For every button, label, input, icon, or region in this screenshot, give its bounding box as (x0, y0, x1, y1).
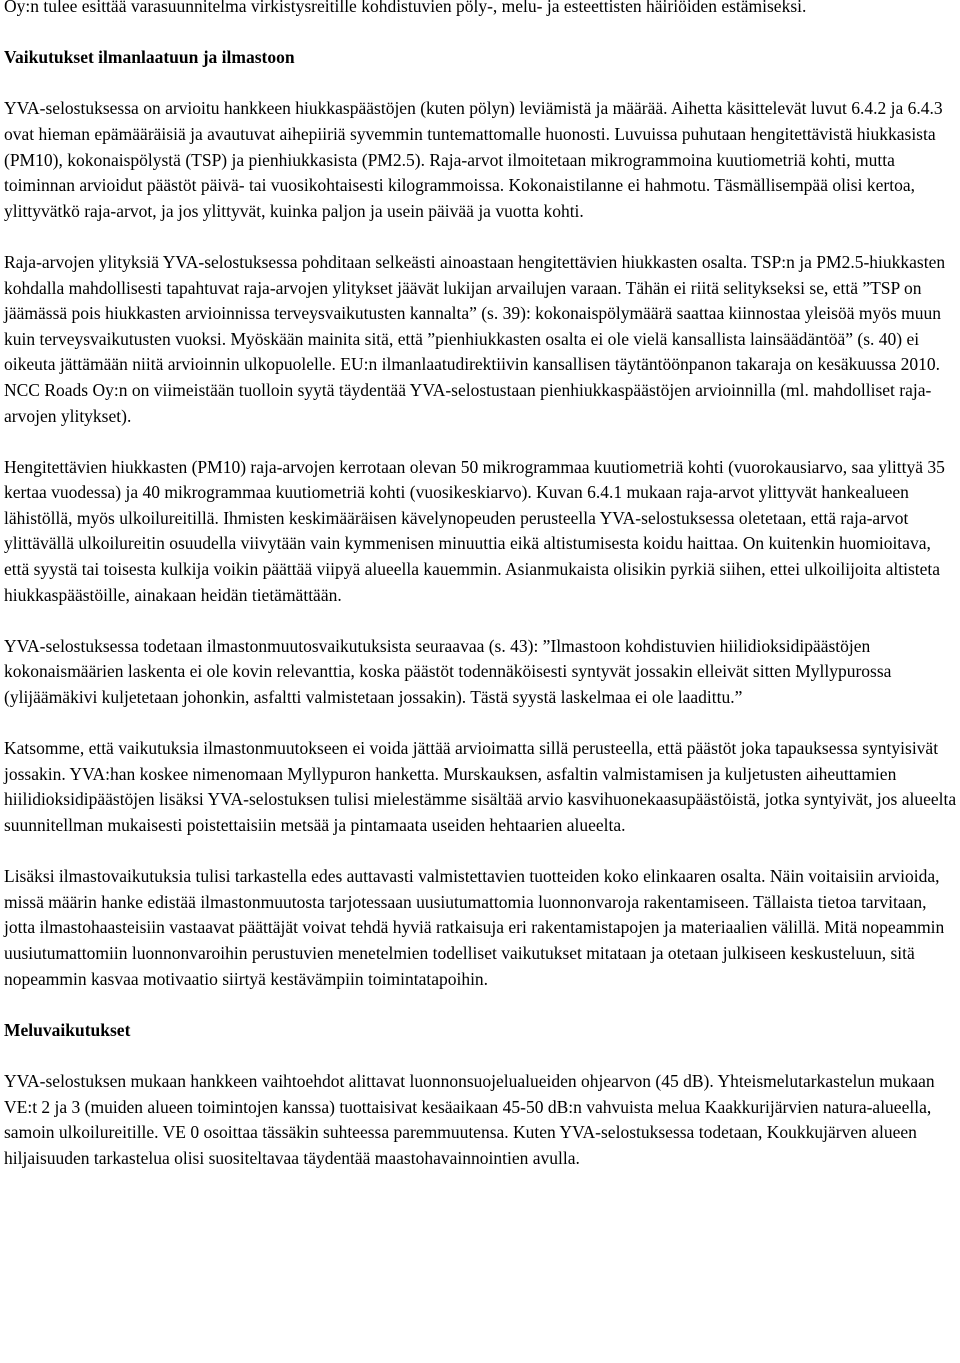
paragraph-spacer (4, 1043, 958, 1069)
paragraph-spacer (4, 20, 958, 46)
paragraph-spacer (4, 608, 958, 634)
paragraph-noise-impacts: YVA-selostuksen mukaan hankkeen vaihtoehdot alittavat luonnonsuojelualueiden ohjearvon (45 dB). Yhteismelutarkastelun mukaan VE:t 2 ja 3 (muiden alueen toimintojen kanssa) tuottaisivat kesäaikaan 45-50 dB:n vahvuista melua Kaakkurijärvien natura-alueella, samoin ulkoilureitille. VE 0 osoittaa tässäkin suhteessa paremmuutensa. Kuten YVA-selostuksessa todetaan, Koukkujärven alueen hiljaisuuden tarkastelua olisi suositeltavaa täydentää maastohavainnointien avulla. (4, 1070, 935, 1168)
section-heading-air-quality: Vaikutukset ilmanlaatuun ja ilmastoon (4, 47, 295, 68)
paragraph-climate-quote: YVA-selostuksessa todetaan ilmastonmuutosvaikutuksista seuraavaa (s. 43): ”Ilmastoon kohdistuvien hiilidioksidipäästöjen kokonaismäärien laskenta ei ole kovin relevanttia, koska päästöt todennäköisesti syntyvät jossakin elleivät sitten Myllypurossa (ylijäämäkivi kuljetetaan johonkin, asfaltti valmistetaan jossakin). Tästä syystä laskelmaa ei ole laadittu.” (4, 635, 892, 708)
paragraph-spacer (4, 839, 958, 865)
document-body (4, 0, 958, 1171)
paragraph-spacer (4, 992, 958, 1018)
paragraph-spacer (4, 71, 958, 97)
paragraph-lifecycle: Lisäksi ilmastovaikutuksia tulisi tarkastella edes auttavasti valmistettavien tuotteiden koko elinkaaren osalta. Näin voitaisiin arvioida, missä määrin hanke edistää ilmastonmuutosta tarjotessaan uusiutumattomia luonnonvaroja rakentamiseen. Tällaista tietoa tarvitaan, jotta ilmastohaasteisiin vastaavat päättäjät voivat tehdä hyviä ratkaisuja eri rakentamistapojen ja materiaalien välillä. Mitä nopeammin uusiutumattomiin luonnonvaroihin perustuvien menetelmien todelliset vaikutukset mitataan ja otetaan julkiseen keskusteluun, sitä nopeammin kasvaa motivaatio siirtyä kestävämpiin toimintatapoihin. (4, 866, 945, 989)
section-heading-noise: Meluvaikutukset (4, 1019, 131, 1040)
paragraph-pm10-limits: Hengitettävien hiukkasten (PM10) raja-arvojen kerrotaan olevan 50 mikrogrammaa kuutiometriä kohti (vuorokausiarvo, saa ylittyä 35 kertaa vuodessa) ja 40 mikrogrammaa kuutiometriä kohti (vuosikeskiarvo). Kuvan 6.4.1 mukaan raja-arvot ylittyvät hankealueen lähistöllä, myös ulkoilureitillä. Ihmisten keskimääräisen kävelynopeuden perusteella YVA-selostuksessa oletetaan, että raja-arvot ylittävällä ulkoilureitin osuudella viivytään vain kymmenisen minuuttia eikä altistumisesta koidu haittaa. On kuitenkin huomioitava, että syystä tai toisesta kulkija voikin päättää viipyä alueella kauemmin. Asianmukaista olisikin pyrkiä siihen, ettei ulkoilijoita altisteta hiukkaspäästöille, ainakaan heidän tietämättään. (4, 456, 945, 605)
paragraph-spacer (4, 429, 958, 455)
paragraph-intro: Oy:n tulee esittää varasuunnitelma virkistysreitille kohdistuvien pöly-, melu- ja esteettisten häiriöiden estämiseksi. (4, 0, 807, 16)
paragraph-spacer (4, 224, 958, 250)
paragraph-climate-opinion: Katsomme, että vaikutuksia ilmastonmuutokseen ei voida jättää arvioimatta sillä perusteella, että päästöt joka tapauksessa syntyisivät jossakin. YVA:han koskee nimenomaan Myllypuron hanketta. Murskauksen, asfaltin valmistamisen ja kuljetusten aiheuttamien hiilidioksidipäästöjen lisäksi YVA-selostuksen tulisi mielestämme sisältää arvio kasvihuonekaasupäästöistä, jotka syntyivät, jos alueelta suunnitellman mukaisesti poistettaisiin metsää ja pintamaata useiden hehtaarien alueelta. (4, 738, 957, 835)
paragraph-particle-emissions: YVA-selostuksessa on arvioitu hankkeen hiukkaspäästöjen (kuten pölyn) leviämistä ja määrää. Aihetta käsittelevät luvut 6.4.2 ja 6.4.3 ovat hieman epämääräisiä ja avautuvat aihepiiriä syvemmin tuntemattomalle huonosti. Luvuissa puhutaan hengitettävistä hiukkasista (PM10), kokonaispölystä (TSP) ja pienhiukkasista (PM2.5). Raja-arvot ilmoitetaan mikrogrammoina kuutiometriä kohti, mutta toiminnan arvioidut päästöt päivä- tai vuosikohtaisesti kilogrammoissa. Kokonaistilanne ei hahmotu. Täsmällisempää olisi kertoa, ylittyvätkö raja-arvot, ja jos ylittyvät, kuinka paljon ja usein päivää ja vuotta kohti. (4, 98, 943, 221)
paragraph-limit-exceedances: Raja-arvojen ylityksiä YVA-selostuksessa pohditaan selkeästi ainoastaan hengitettävien hiukkasten osalta. TSP:n ja PM2.5-hiukkasten kohdalla mahdollisesti tapahtuvat raja-arvojen ylitykset jäävät lukijan arvailujen varaan. Tähän ei riitä selitykseksi se, että ”TSP on jäämässä pois hiukkasten arvioinnissa terveysvaikutusten kannalta” (s. 39): kokonaispölymäärä saattaa kiinnostaa yleisöä myös muun kuin terveysvaikutusten vuoksi. Myöskään mainita sitä, että ”pienhiukkasten osalta ei ole vielä kansallista lainsäädäntöä” (s. 40) ei oikeuta jättämään niitä arvioinnin ulkopuolelle. EU:n ilmanlaatudirektiivin kansallisen täytäntöönpanon takaraja on kesäkuussa 2010. NCC Roads Oy:n on viimeistään tuolloin syytä täydentää YVA-selostustaan pienhiukkaspäästöjen arvioinnilla (ml. mahdolliset raja-arvojen ylitykset). (4, 251, 946, 426)
paragraph-spacer (4, 711, 958, 737)
